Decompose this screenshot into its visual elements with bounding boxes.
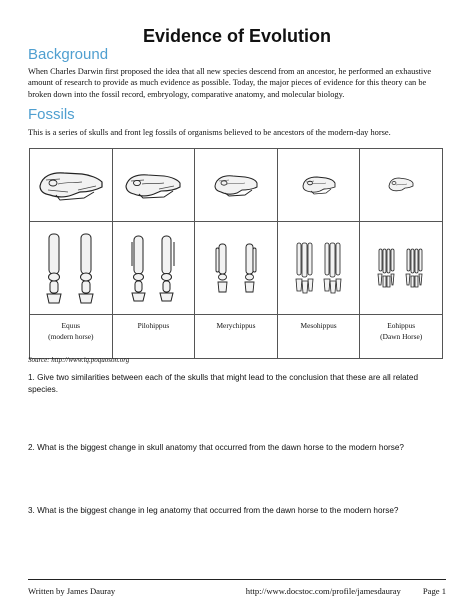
label-cell-equus	[30, 315, 113, 359]
background-text: When Charles Darwin first proposed the idea that all new species descend from an ancestor, he performed an exhaustive amount of research to provide as much evidence as possible. Today, the major pieces of evidence for this theory can be broken down into the fossil record, embryology, comparative anatomy, and molecular biology.	[28, 67, 432, 99]
skull-cell-eohippus	[360, 149, 443, 222]
fossils-heading: Fossils	[28, 106, 75, 123]
skull-cell-merychippus	[195, 149, 278, 222]
mesohippus-leg-icon	[294, 239, 344, 297]
leg-cell-equus	[30, 222, 113, 315]
label-cell-pilohippus	[112, 315, 195, 359]
leg-cell-mesohippus	[277, 222, 360, 315]
footer-page-number: Page 1	[422, 586, 446, 596]
species-name: Merychippus	[216, 321, 256, 330]
source-citation: Source: http://www.iq.poquoson.org	[28, 356, 130, 364]
equus-leg-icon	[43, 230, 99, 306]
question-1: 1. Give two similarities between each of the skulls that might lead to the conclusion that these are all related species.	[28, 373, 419, 394]
merychippus-skull-icon	[213, 172, 259, 198]
species-subtitle: (modern horse)	[48, 332, 94, 341]
fossils-intro: This is a series of skulls and front leg fossils of organisms believed to be ancestors of the modern-day horse.	[28, 128, 391, 137]
leg-cell-eohippus	[360, 222, 443, 315]
label-cell-merychippus	[195, 315, 278, 359]
eohippus-leg-icon	[376, 245, 426, 291]
label-cell-mesohippus	[277, 315, 360, 359]
label-cell-eohippus	[360, 315, 443, 359]
species-name: Eohippus	[387, 321, 416, 330]
pilohippus-leg-icon	[128, 232, 178, 304]
fossil-table	[29, 148, 443, 359]
skull-cell-pilohippus	[112, 149, 195, 222]
page-title: Evidence of Evolution	[142, 26, 332, 46]
leg-cell-pilohippus	[112, 222, 195, 315]
background-heading: Background	[28, 46, 109, 63]
leg-cell-merychippus	[195, 222, 278, 315]
skull-cell-equus	[30, 149, 113, 222]
species-name: Pilohippus	[137, 321, 170, 330]
mesohippus-skull-icon	[301, 174, 337, 196]
eohippus-skull-icon	[387, 176, 415, 194]
pilohippus-skull-icon	[124, 170, 182, 200]
species-name: Mesohippus	[300, 321, 337, 330]
footer-url[interactable]: http://www.docstoc.com/profile/jamesdauray	[245, 586, 401, 596]
merychippus-leg-icon	[214, 240, 258, 296]
footer-author: Written by James Dauray	[28, 586, 116, 596]
skull-cell-mesohippus	[277, 149, 360, 222]
question-3: 3. What is the biggest change in leg anatomy that occurred from the dawn horse to the modern horse?	[28, 506, 399, 515]
species-subtitle: (Dawn Horse)	[380, 332, 423, 341]
question-2: 2. What is the biggest change in skull anatomy that occurred from the dawn horse to the modern horse?	[28, 443, 404, 452]
equus-skull-icon	[38, 168, 104, 202]
species-name: Equus	[61, 321, 81, 330]
page-footer	[28, 579, 446, 596]
